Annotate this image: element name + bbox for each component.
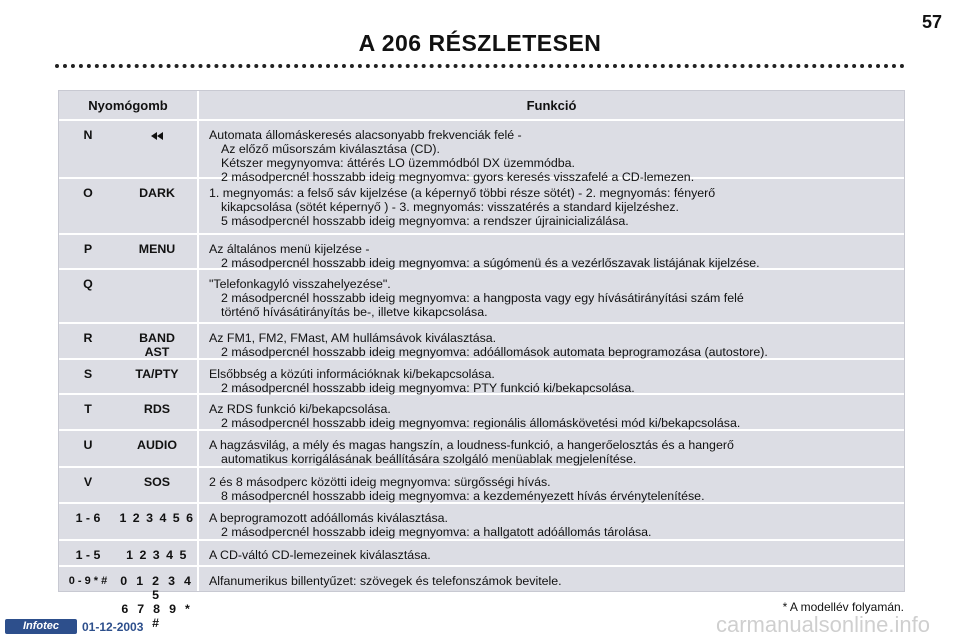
header-function-column: Funkció: [526, 98, 577, 113]
function-line: 1. megnyomás: a felső sáv kijelzése (a képernyő többi része sötét) - 2. megnyomás: fényerő: [209, 186, 716, 200]
footer-date: 01-12-2003: [82, 620, 144, 634]
button-label: RDS: [143, 402, 171, 416]
button-key: V: [83, 475, 93, 489]
button-key: P: [83, 242, 93, 256]
table-row: [59, 360, 904, 395]
function-line: Az RDS funkció ki/bekapcsolása.: [209, 402, 391, 416]
footnote: * A modellév folyamán.: [782, 600, 904, 614]
function-line: 2 másodpercnél hosszabb ideig megnyomva: adóállomások automata beprogramozása (autostore).: [221, 345, 768, 359]
function-description: [209, 574, 898, 588]
function-line: 5 másodpercnél hosszabb ideig megnyomva: a rendszer újrainicializálása.: [221, 214, 629, 228]
function-line: 2 másodpercnél hosszabb ideig megnyomva: regionális állomáskövetési mód ki/bekapcsolása.: [221, 416, 741, 430]
table-header: [59, 91, 904, 121]
function-line: 2 másodpercnél hosszabb ideig megnyomva: a hangposta vagy egy hívásátirányítási szám felé: [221, 291, 744, 305]
function-description: [209, 402, 898, 430]
button-key: 0 - 9 * #: [68, 575, 108, 587]
function-line: Alfanumerikus billentyűzet: szövegek és telefonszámok bevitele.: [209, 574, 562, 588]
table-row: [59, 468, 904, 504]
button-label: SOS: [143, 475, 171, 489]
function-line: Az általános menü kijelzése -: [209, 242, 370, 256]
button-label: AUDIO: [137, 438, 177, 452]
button-key: O: [83, 186, 93, 200]
button-label: MENU: [138, 242, 176, 256]
button-key: T: [84, 402, 92, 416]
function-description: [209, 475, 898, 503]
table-row: [59, 504, 904, 541]
function-line: 2 másodpercnél hosszabb ideig megnyomva: gyors keresés visszafelé a CD-lemezen.: [221, 170, 695, 184]
table-row: [59, 179, 904, 235]
function-description: [209, 511, 898, 539]
function-line: 2 és 8 másodperc közötti ideig megnyomva: sürgősségi hívás.: [209, 475, 551, 489]
table-row: [59, 324, 904, 360]
button-label: 1 2 3 4 5 6: [119, 511, 195, 525]
table-row: [59, 235, 904, 270]
function-line: A hagzásvilág, a mély és magas hangszín, a loudness-funkció, a hangerőelosztás és a hangerő: [209, 438, 734, 452]
button-label: 1 2 3 4 5: [126, 548, 188, 562]
function-line: történő hívásátirányítás be-, illetve kikapcsolása.: [221, 305, 488, 319]
watermark: carmanualsonline.info: [715, 612, 930, 637]
button-key: 1 - 6: [75, 511, 101, 525]
function-line: kikapcsolása (sötét képernyő ) - 3. megnyomás: visszatérés a standard kijelzéshez.: [221, 200, 679, 214]
function-line: Automata állomáskeresés alacsonyabb frekvenciák felé -: [209, 128, 522, 142]
button-label: 0 1 2 3 4 5 6 7 8 9 * #: [120, 574, 194, 630]
button-label: BAND AST: [139, 331, 175, 359]
function-line: Az előző műsorszám kiválasztása (CD).: [221, 142, 440, 156]
function-line: 2 másodpercnél hosszabb ideig megnyomva: a hallgatott adóállomás tárolása.: [221, 525, 652, 539]
function-line: 2 másodpercnél hosszabb ideig megnyomva: PTY funkció ki/bekapcsolása.: [221, 381, 635, 395]
function-description: [209, 277, 898, 319]
function-line: Az FM1, FM2, FMast, AM hullámsávok kiválasztása.: [209, 331, 497, 345]
page-title: A 206 RÉSZLETESEN: [358, 30, 602, 56]
rewind-icon: [151, 128, 163, 142]
page-number: 57: [921, 12, 942, 32]
function-line: A CD-váltó CD-lemezeinek kiválasztása.: [209, 548, 431, 562]
table-row: [59, 270, 904, 324]
dotted-divider: [55, 64, 905, 68]
table-row: [59, 541, 904, 567]
function-description: [209, 331, 898, 359]
function-line: Elsőbbség a közúti információknak ki/bekapcsolása.: [209, 367, 495, 381]
function-line: automatikus korrigálásának beállítására szolgáló menüablak megjelenítése.: [221, 452, 637, 466]
function-description: [209, 548, 898, 562]
button-key: S: [83, 367, 93, 381]
button-key: N: [83, 128, 93, 142]
button-label: TA/PTY: [135, 367, 179, 381]
button-key: U: [83, 438, 93, 452]
function-line: Kétszer megynyomva: áttérés LO üzemmódból DX üzemmódba.: [221, 156, 575, 170]
infotec-logo: Infotec: [5, 619, 77, 634]
function-description: [209, 242, 898, 270]
function-line: 2 másodpercnél hosszabb ideig megnyomva: a súgómenü és a vezérlőszavak listájának kijelzése.: [221, 256, 760, 270]
table-row: [59, 431, 904, 468]
button-label: [117, 128, 197, 142]
function-line: 8 másodpercnél hosszabb ideig megnyomva: a kezdeményezett hívás érvénytelenítése.: [221, 489, 705, 503]
table-row: [59, 121, 904, 184]
table-row: [59, 395, 904, 431]
function-description: [209, 438, 898, 466]
button-key: 1 - 5: [75, 548, 101, 562]
function-line: "Telefonkagyló visszahelyezése".: [209, 277, 391, 291]
function-line: A beprogramozott adóállomás kiválasztása.: [209, 511, 448, 525]
button-label: DARK: [139, 186, 175, 200]
function-description: [209, 367, 898, 395]
function-description: [209, 128, 898, 184]
header-button-column: Nyomógomb: [88, 98, 168, 113]
button-key: R: [83, 331, 93, 345]
button-key: Q: [83, 277, 93, 291]
function-description: [209, 186, 898, 228]
